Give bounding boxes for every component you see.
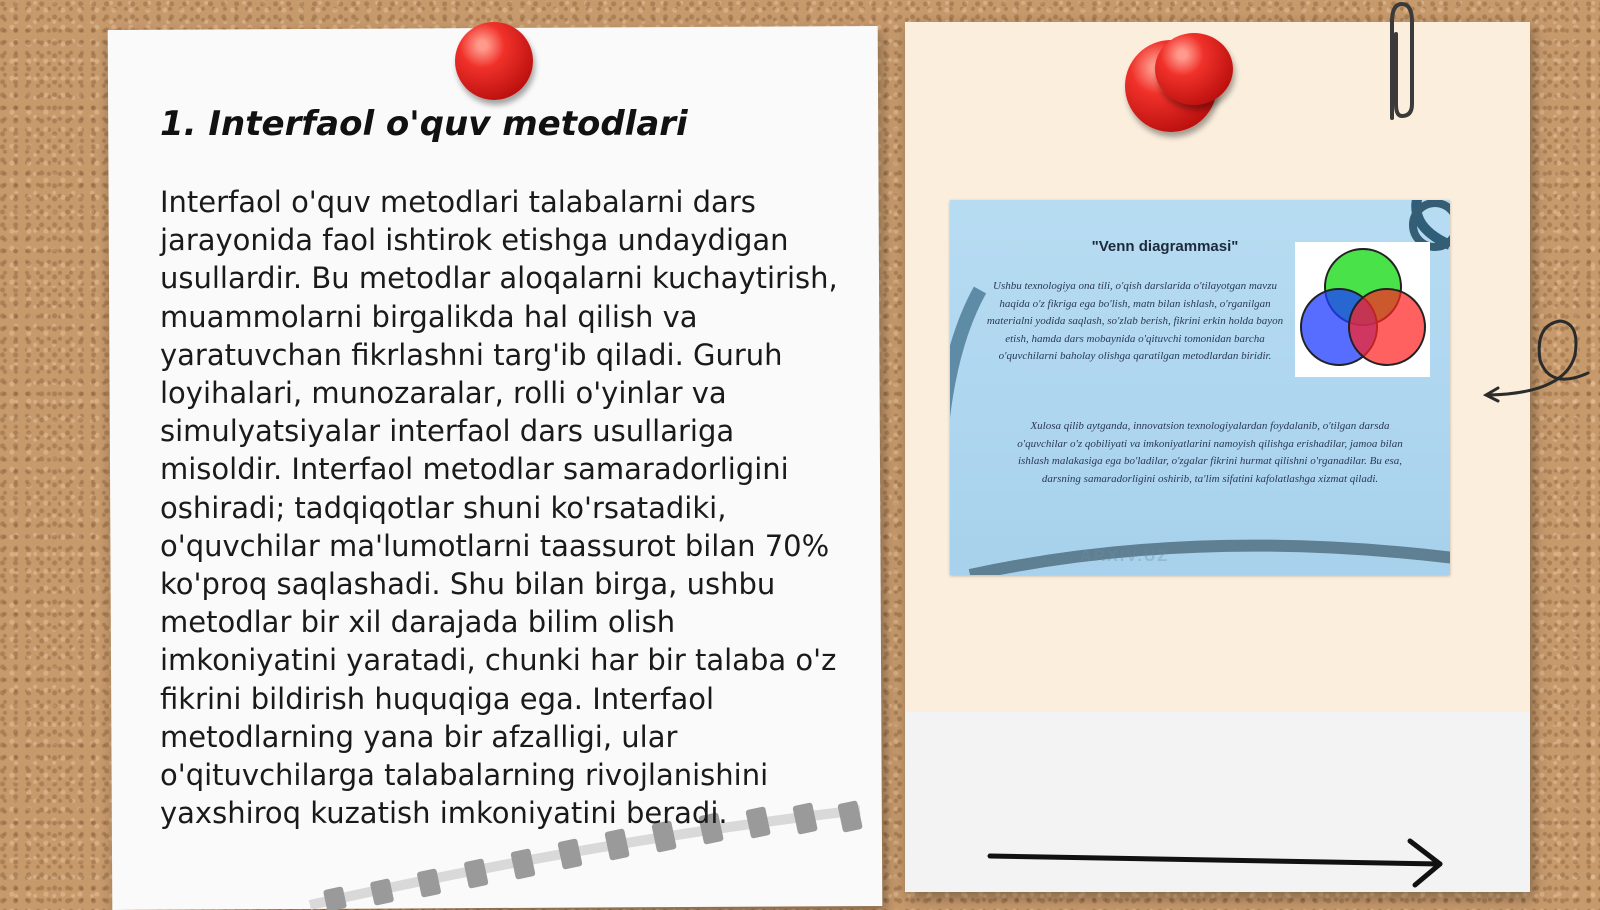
venn-diagram-slide-image [950, 200, 1450, 575]
inset-paragraph-1: Ushbu texnologiya ona tili, o'qish darslarida o'tilayotgan mavzu haqida o'z fikriga ega bo'lish, matn bilan ishlash, o'rganilgan materialni yodida saqlash, so'zlab berish, fikrini erkin holda bayon etish, hamda dars mobaynida o'qituvchi tomonidan barcha o'quvchilarni baholay olishga qaratilgan metodlardan biridir. [986, 280, 1284, 362]
watermark-text: ARXIV.UZ [1080, 548, 1170, 565]
inset-title: "Venn diagrammasi" [1091, 238, 1239, 255]
red-pushpin-icon [1155, 33, 1233, 105]
red-pushpin-icon [455, 22, 533, 100]
right-arrow-icon [985, 835, 1450, 890]
slide-body-text: Interfaol o'quv metodlari talabalarni dars jarayonida faol ishtirok etishga undaydigan usullardir. Bu metodlar aloqalarni kuchaytirish, muammolarni birgalikda hal qilish va yaratuvchan fikrlashni targ'ib qiladi. Guruh loyihalari, munozaralar, rolli o'yinlar va simulyatsiyalar interfaol dars usullariga misoldir. Interfaol metodlar samaradorligini oshiradi; tadqiqotlar shuni ko'rsatadiki, o'quvchilar ma'lumotlarni taassurot bilan 70% ko'proq saqlashadi. Shu bilan birga, ushbu metodlar bir xil darajada bilim olish imkoniyatini yaratadi, chunki har bir talaba o'z fikrini bildirish huquqiga ega. Interfaol metodlarning yana bir afzalligi, ular o'qituvchilarga talabalarning rivojlanishini yaxshiroq kuzatish imkoniyatini beradi. [160, 185, 838, 831]
paperclip-icon [1378, 0, 1422, 125]
inset-paragraph-2: Xulosa qilib aytganda, innovatsion texnologiyalardan foydalanib, o'tilgan darsda o'quvchilar o'z qobiliyati va imkoniyatlarini namoyish qilishga erishadilar, jamoa bilan ishlash malakasiga ega bo'ladilar, o'zgalar fikrini hurmat qilishni o'rganadilar. Bu esa, darsning samaradorligini oshirib, ta'lim sifatini kafolatlashga xizmat qiladi. [1017, 420, 1403, 485]
slide-heading: 1. Interfaol o'quv metodlari [160, 104, 688, 144]
venn-diagram-icon [1295, 242, 1430, 377]
loop-arrow-doodle-icon [1480, 315, 1595, 405]
